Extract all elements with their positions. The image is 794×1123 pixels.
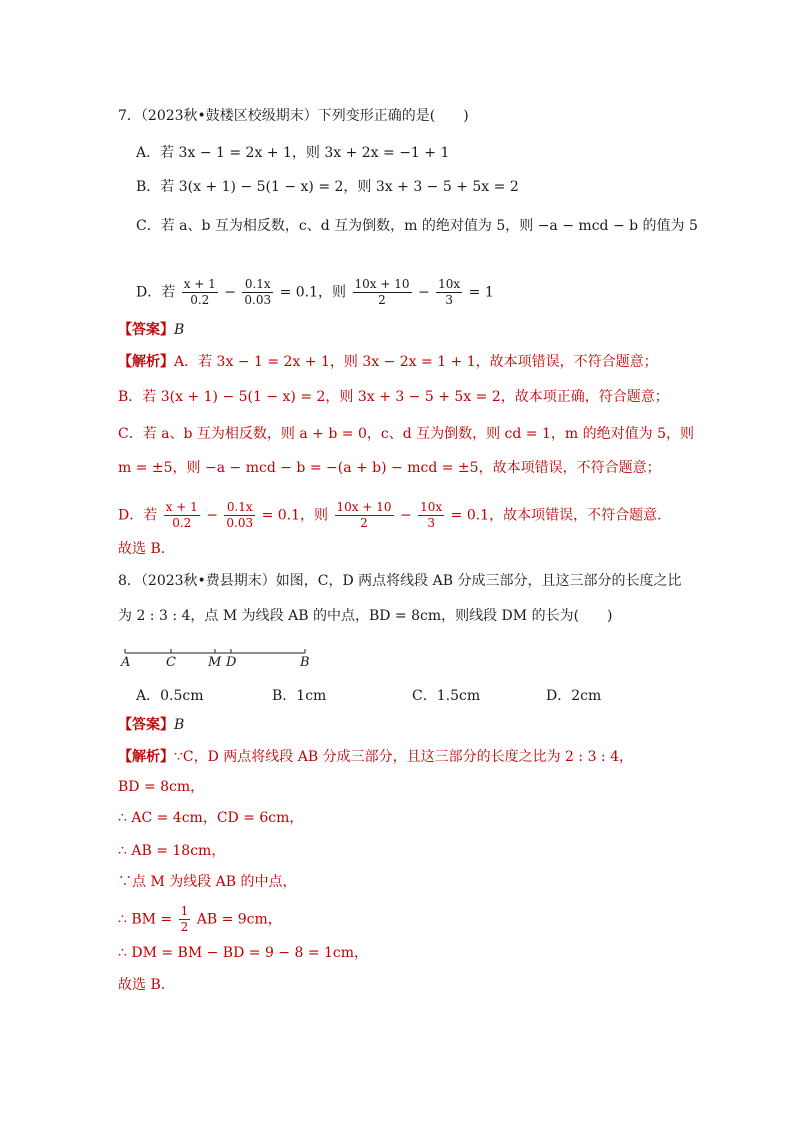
q7-option-d-fraction-1: $\frac{x + 1}{0.2}$ bbox=[183, 277, 216, 307]
q7-answer bbox=[118, 320, 184, 340]
point-label-d: D bbox=[226, 655, 237, 670]
answer-value: B bbox=[174, 322, 185, 338]
q7-option-d-middle: = 0.1，则 bbox=[279, 284, 347, 301]
q8-stem-line-1: 8．（2023秋•费县期末）如图，C，D 两点将线段 AB 分成三部分，且这三部分的长度之比 bbox=[118, 573, 682, 589]
answer-tag: 【答案】 bbox=[118, 322, 174, 338]
q8-option-d: D．2cm bbox=[546, 688, 602, 704]
analysis-prefix: ∴ BM = bbox=[118, 911, 173, 928]
q7-option-d-fraction-2: $\frac{0.1x}{0.03}$ bbox=[244, 277, 272, 307]
q7-analysis-line-3: C．若 a、b 互为相反数，则 a + b = 0，c、d 互为倒数，则 cd = 1，m 的绝对值为 5，则 bbox=[118, 426, 694, 442]
analysis-tag: 【解析】 bbox=[118, 749, 174, 765]
q8-option-a: A．0.5cm bbox=[136, 688, 204, 704]
q8-analysis-line-5: ∵点 M 为线段 AB 的中点， bbox=[118, 874, 297, 890]
answer-tag: 【答案】 bbox=[118, 717, 174, 733]
q7-analysis-line-2: B．若 3(x + 1) − 5(1 − x) = 2，则 3x + 3 − 5 + 5x = 2，故本项正确，符合题意； bbox=[118, 389, 669, 405]
q8-analysis-line-7: ∴ DM = BM − BD = 9 − 8 = 1cm， bbox=[118, 945, 369, 961]
q7-option-d bbox=[136, 277, 494, 308]
point-label-c: C bbox=[166, 655, 176, 670]
point-label-b: B bbox=[300, 655, 310, 670]
q7-option-d-end: = 1 bbox=[468, 284, 494, 301]
q7-option-c: C．若 a、b 互为相反数，c、d 互为倒数，m 的绝对值为 5，则 −a − mcd − b 的值为 5 bbox=[136, 218, 698, 234]
q7-analysis-line-4: m = ±5，则 −a − mcd − b = −(a + b) − mcd = ±5，故本项错误，不符合题意； bbox=[118, 460, 661, 476]
q8-stem-line-2: 为 2 : 3 : 4，点 M 为线段 AB 的中点，BD = 8cm，则线段 DM 的长为( ) bbox=[118, 608, 613, 624]
q8-answer bbox=[118, 715, 184, 735]
analysis-text: A．若 3x − 1 = 2x + 1，则 3x − 2x = 1 + 1，故本项错误，不符合题意； bbox=[174, 354, 658, 370]
q7-analysis-line-5 bbox=[118, 500, 671, 531]
q8-option-b: B．1cm bbox=[272, 688, 327, 704]
q7-analysis-line-1 bbox=[118, 352, 658, 372]
q7-option-d-fraction-4: $\frac{10x}{3}$ bbox=[438, 277, 461, 307]
q7-analysis-fraction-3: $\frac{10x + 10}{2}$ bbox=[336, 500, 392, 530]
q8-conclusion: 故选 B． bbox=[118, 977, 175, 993]
answer-value: B bbox=[174, 717, 185, 733]
q8-analysis-line-1 bbox=[118, 747, 633, 767]
q7-analysis-fraction-2: $\frac{0.1x}{0.03}$ bbox=[226, 500, 254, 530]
minus-sign: − bbox=[417, 284, 430, 301]
point-label-a: A bbox=[121, 655, 131, 670]
segment-figure bbox=[118, 648, 318, 672]
minus-sign: − bbox=[224, 284, 236, 301]
q7-conclusion: 故选 B． bbox=[118, 541, 175, 557]
analysis-end: AB = 9cm， bbox=[196, 911, 282, 928]
analysis-end: = 0.1，故本项错误，不符合题意． bbox=[450, 507, 672, 524]
analysis-prefix: D．若 bbox=[118, 507, 158, 524]
q8-analysis-line-3: ∴ AC = 4cm，CD = 6cm， bbox=[118, 810, 304, 826]
q7-option-d-prefix: D．若 bbox=[136, 284, 176, 301]
minus-sign: − bbox=[206, 507, 218, 524]
q7-analysis-fraction-4: $\frac{10x}{3}$ bbox=[420, 500, 443, 530]
analysis-middle: = 0.1，则 bbox=[261, 507, 329, 524]
q8-option-c: C．1.5cm bbox=[412, 688, 481, 704]
q8-analysis-line-4: ∴ AB = 18cm， bbox=[118, 843, 226, 859]
analysis-text: ∵C，D 两点将线段 AB 分成三部分，且这三部分的长度之比为 2 : 3 : 4， bbox=[174, 749, 633, 765]
q8-analysis-line-6 bbox=[118, 904, 282, 935]
minus-sign: − bbox=[399, 507, 412, 524]
q8-analysis-line-2: BD = 8cm， bbox=[118, 779, 205, 795]
q7-analysis-fraction-1: $\frac{x + 1}{0.2}$ bbox=[165, 500, 198, 530]
analysis-tag: 【解析】 bbox=[118, 354, 174, 370]
q7-stem: 7．（2023秋•鼓楼区校级期末）下列变形正确的是( ) bbox=[118, 108, 469, 124]
half-fraction: $\frac{1}{2}$ bbox=[180, 904, 189, 934]
q7-option-a: A．若 3x − 1 = 2x + 1，则 3x + 2x = −1 + 1 bbox=[136, 145, 450, 161]
point-label-m: M bbox=[208, 655, 222, 670]
q7-option-d-fraction-3: $\frac{10x + 10}{2}$ bbox=[354, 277, 410, 307]
q7-option-b: B．若 3(x + 1) − 5(1 − x) = 2，则 3x + 3 − 5 + 5x = 2 bbox=[136, 179, 519, 195]
